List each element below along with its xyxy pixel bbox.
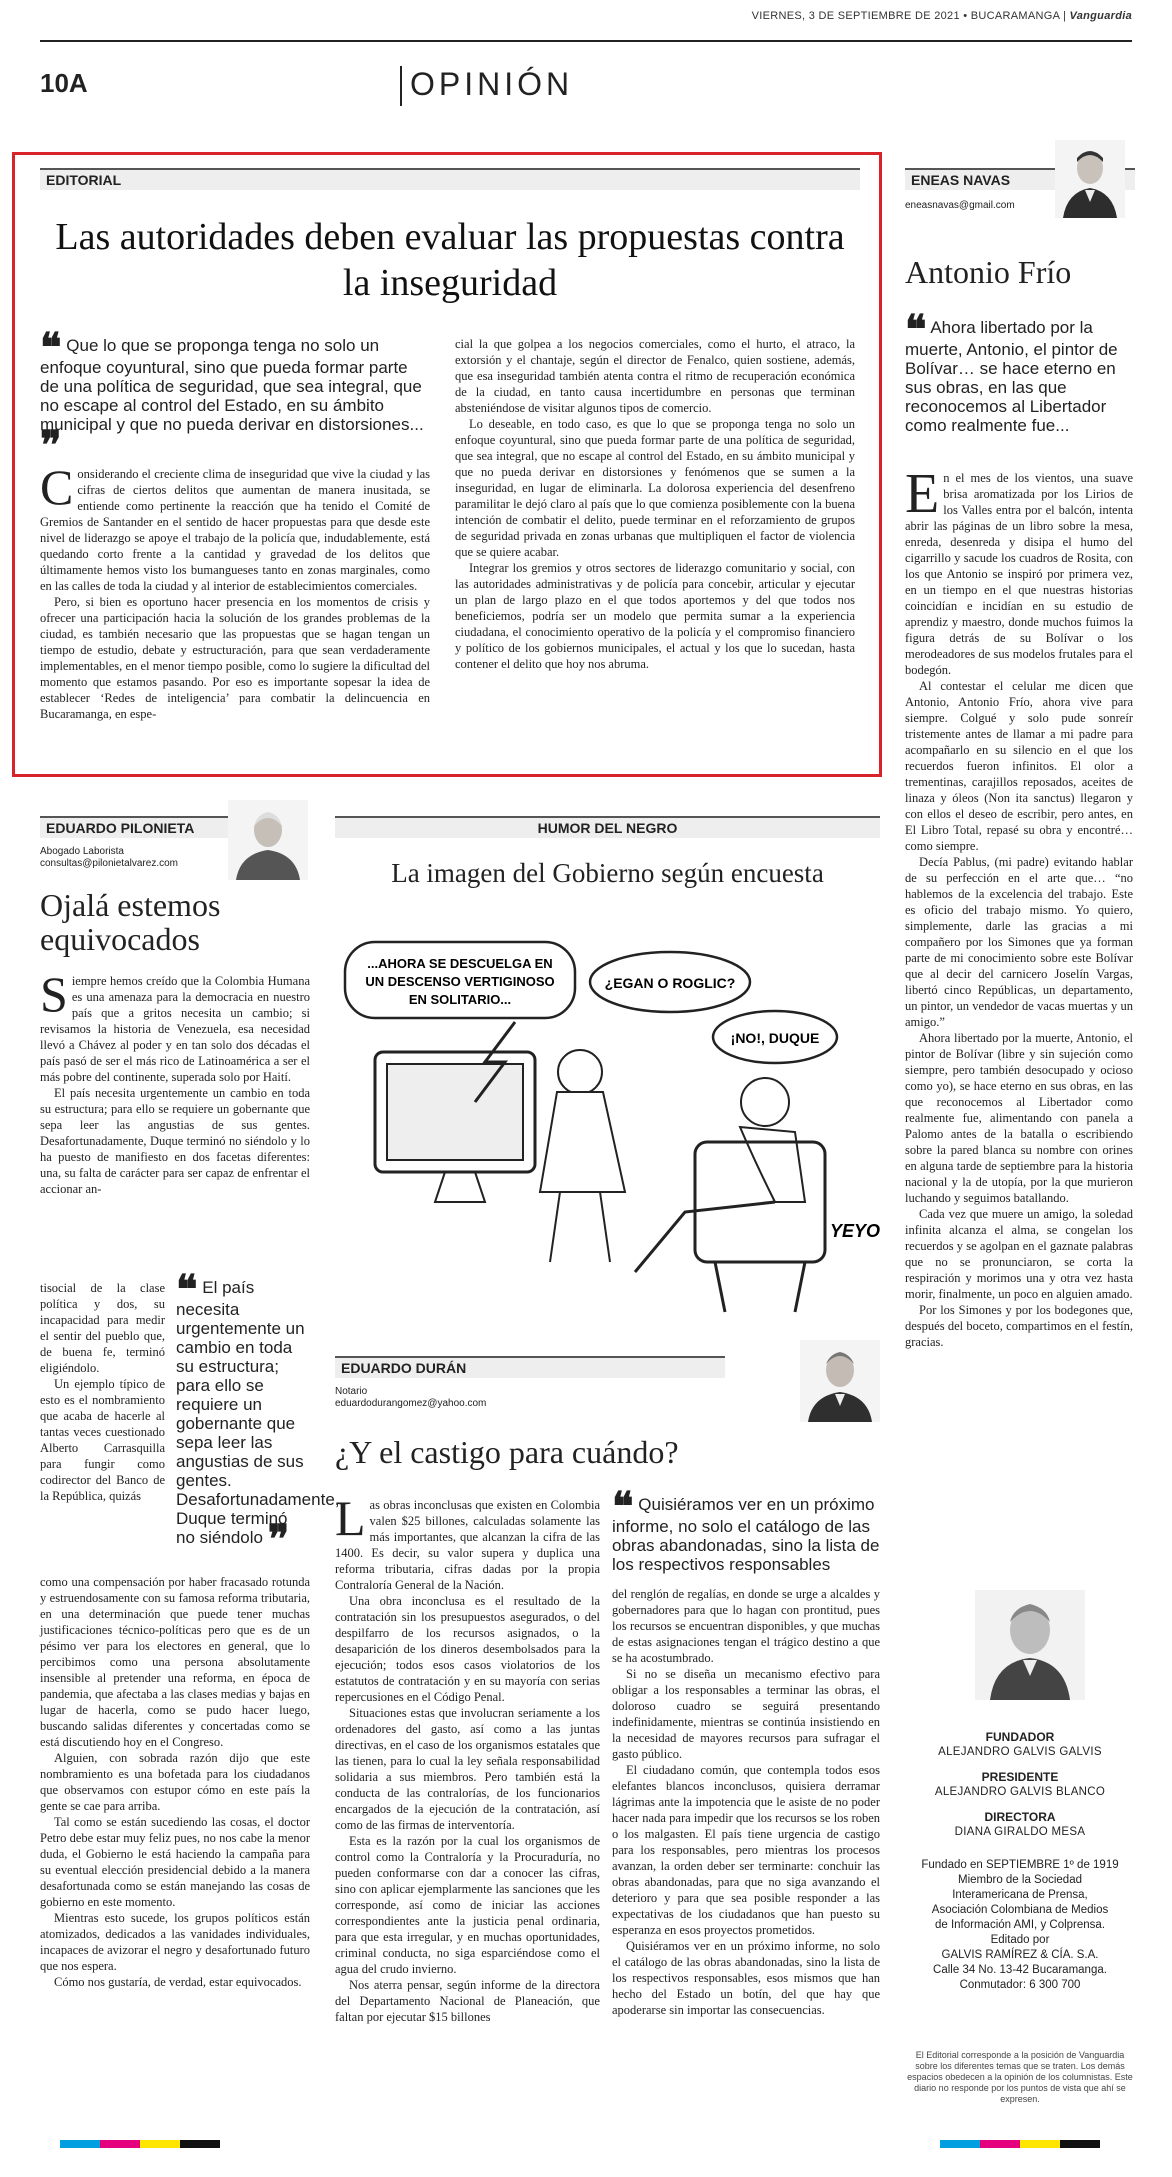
columnist-kicker-navas: ENEAS NAVAS bbox=[905, 168, 1135, 190]
editorial-body-col2: cial la que golpea a los negocios comerciales, como el hurto, el atraco, la extorsión y el chantaje, según el director de Fenalco, quien sostiene, además, que esa inseguridad también atenta contra el ritmo de recuperación económica de la ciudad, en tanto causa incertidumbre en personas que terminan absteniéndose de visitar algunos tipos de comercio. Lo deseable, en todo caso, es que lo que se proponga tenga no solo un enfoque coyuntural, sino que pueda formar parte de una política de seguridad, que sea integral, que no escape al control del Estado, en su ámbito municipal y que no pueda derivar en distorsiones y fenómenos que se sumen a la inseguridad, en lugar de eliminarla. La dolorosa experiencia del desenfreno paramilitar le dejó claro al país que lo que comienza posiblemente con la buena intención de combatir el delito, puede terminar en el reforzamiento de grupos de seguridad privada en zonas urbanas que multipliquen el factor de violencia que se quiere acabar. Integrar los gremios y otros sectores de liderazgo comunitario y social, con las autoridades administrativas y de policía para concebir, articular y ejecutar un plan de largo plazo en el que todos aportemos y del que todos nos beneficiemos, podría ser un modelo que permita sumar a la experiencia ciudadana, el conocimiento operativo de la policía y el compromiso financiero y político de los gobiernos municipales, el actual y los que lo sucedan, hasta contener el delito que hoy nos abruma. bbox=[455, 337, 855, 671]
author-photo-icon bbox=[228, 800, 308, 880]
print-color-bar bbox=[40, 2140, 1132, 2148]
column-title: Ojalá estemos equivocados bbox=[40, 887, 221, 957]
cartoon-bubble-1-l2: UN DESCENSO VERTIGINOSO bbox=[365, 974, 555, 989]
president-role: PRESIDENTE bbox=[981, 1770, 1059, 1784]
section-title: OPINIÓN bbox=[410, 66, 574, 102]
open-quote-icon: ❝ bbox=[40, 325, 62, 370]
columnist-kicker-pilonieta: EDUARDO PILONIETA bbox=[40, 816, 305, 838]
header-rule bbox=[40, 40, 1132, 42]
column-title: ¿Y el castigo para cuándo? bbox=[335, 1434, 679, 1470]
president-name: ALEJANDRO GALVIS BLANCO bbox=[934, 1786, 1106, 1798]
close-quote-icon: ❞ bbox=[267, 1517, 290, 1562]
column-body-top: Siempre hemos creído que la Colombia Humana es una amenaza para la democracia en nuestro país que a gritos necesita un cambio; si revisamos la historia de Venezuela, esa necesidad llevó a Chávez al poder y en tan solo dos décadas el país pasó de ser el más rico de Latinoamérica a ser el más pobre del continente, superada solo por Haití. El país necesita urgentemente un cambio en toda su estructura; para ello se requiere un gobernante que sepa leer las angustias de sus gentes. Desafortunadamente, Duque terminó no siéndolo y lo ha puesto de manifiesto en dos facetas diferentes: una, su falta de carácter para ser capaz de enfrentar el accionar an- bbox=[40, 966, 310, 1196]
open-quote-icon: ❝ bbox=[176, 1267, 198, 1312]
cartoonist-signature: YEYO bbox=[830, 1221, 880, 1241]
column-body-col1: Las obras inconclusas que existen en Colombia valen $25 billones, calculadas solamente las más importantes, que alcanzan la cifra de las 1400. Es decir, su valor supera y duplica una reforma tributaria, cifras dadas por la propia Contraloría General de la Nación. Una obra inconclusa es el resultado de la contratación sin los presupuestos asegurados, o del despilfarro de los recursos asignados, o la desaparición de los dineros desembolsados para la ejecución; todos esos casos violatorios de los estatutos de contratación y en su mayoría con serias repercusiones en el Código Penal. Situaciones estas que involucran seriamente a los ordenadores del gasto, así como a las juntas directivas, en el caso de los organismos estatales que las tienen, para lo cual la ley señala responsabilidad solidaria a sus miembros. Pero también está la conducta de las contralorías, de los funcionarios encargados de la ejecución de la contratación, así como de las firmas de interventoría. Esta es la razón por la cual los organismos de control como la Contraloría y la Procuraduría, no pueden conformarse con dar a conocer las cifras, sino con aplicar ejemplarmente las sanciones que les corresponde, así como de iniciar las acciones correspondientes ante la justicia penal ordinaria, para que esta irregular, y en muchas oportunidades, criminal conducta, no siga esparciéndose como el agua del crudo invierno. Nos aterra pensar, según informe de la directora del Departamento Nacional de Planeación, que faltan por ejecutar $15 billones bbox=[335, 1490, 600, 2024]
cartoon-bubble-2: ¿EGAN O ROGLIC? bbox=[604, 975, 736, 991]
brand-logo: Vanguardia bbox=[1069, 10, 1132, 22]
column-title: Antonio Frío bbox=[905, 254, 1072, 290]
page-number: 10A bbox=[40, 68, 88, 98]
column-pull-quote: ❝ Ahora libertado por la muerte, Antonio, el pintor de Bolívar… se hace eterno en sus obras, en las que reconocemos al Libertador como realmente fue... bbox=[905, 307, 1118, 435]
cartoon-bubble-1-l3: EN SOLITARIO... bbox=[408, 992, 512, 1007]
editorial-body-col1: Considerando el creciente clima de inseguridad que vive la ciudad y las cifras de ciertos delitos que aumentan de manera inusitada, se entiende como pertinente la reacción que ha tenido el Comité de Gremios de Santander en el sentido de hacer propuestas para que desde este nivel de liderazgo se apoye el trabajo de la policía que, indudablemente, está quedando corto frente a la cantidad y gravedad de los delitos que últimamente hemos visto los bumangueses tanto en zonas marginales, como en las calles de toda la ciudad y al interior de establecimientos comerciales. Pero, si bien es oportuno hacer presencia en los momentos de crisis y ofrecer una participación hacia la solución de los grandes problemas de la ciudad, es también necesario que las propuestas que se hagan tengan un tiempo de estudio, debate y estructuración, para que sean verdaderamente implementables, en el menor tiempo posible, como lo sugiere la dificultad del momento que estamos pasando. Por eso es importante sopesar la idea de establecer ‘Redes de inteligencia’ para combatir la delincuencia en Bucaramanga, en espe- bbox=[40, 459, 430, 721]
director-name: DIANA GIRALDO MESA bbox=[954, 1826, 1086, 1838]
editorial-pull-quote: ❝ Que lo que se proponga tenga no solo un enfoque coyuntural, sino que pueda formar parte de una política de seguridad, que sea integral, que no escape al control del Estado, en su ámbito municipal y que no pueda derivar en distorsiones... ❞ bbox=[40, 325, 424, 468]
open-quote-icon: ❝ bbox=[905, 307, 927, 352]
column-body-col2: del renglón de regalías, en donde se urge a alcaldes y gobernadores para que lo hagan con prontitud, pues los recursos se encuentran disponibles, y que muchas de estas asignaciones tengan el trágico destino a que se ha acostumbrado. Si no se diseña un mecanismo efectivo para obligar a los responsables a terminar las obras, el doloroso cuadro se seguirá presentando indefinidamente, mientras se continúa insistiendo en la necesidad de mayores recursos para sufragar el gasto público. El ciudadano común, que contempla todos esos elefantes blancos inconclusos, quisiera derramar lágrimas ante la impotencia que le asiste de no poder hacer nada para impedir que los recursos se los roben o los malgasten. El país tiene urgencia de castigo para los responsables, pero mientras los procesos avanzan, la orden deber ser terminarte: conchuir las obras abandonadas, para que no siga avanzando el deterioro y para que sea posible responder a las expectativas de los ciudadanos que han puesto su esperanza en esos proyectos prometidos. Quisiéramos ver en un próximo informe, no solo el catálogo de las obras abandonadas, sino la lista de los respectivos responsables, esos mismos que han hecho del Estado un botín, del que hay que apoderarse sin importar las consecuencias. bbox=[612, 1587, 880, 2017]
masthead-info: Fundado en SEPTIEMBRE 1º de 1919 Miembro de la Sociedad Interamericana de Prensa, Asociación Colombiana de Medios de Información AMI, y Colprensa. Editado por GALVIS RAMÍREZ & CÍA. S.A. Calle 34 No. 13-42 Bucaramanga. Conmutador: 6 300 700 bbox=[921, 1859, 1119, 1991]
dropcap: S bbox=[40, 966, 68, 1022]
founder-role: FUNDADOR bbox=[985, 1730, 1055, 1744]
cartoon-bubble-1-l1: ...AHORA SE DESCUELGA EN bbox=[367, 956, 553, 971]
column-body-narrow: tisocial de la clase política y dos, su incapacidad para medir el sentir del pueblo que, de buena fe, terminó eligiéndolo. Un ejemplo típico de esto es el nombramiento que acaba de hacerle al tantas veces cuestionado Alberto Carrasquilla para fungir como codirector del Banco de la República, quizás bbox=[40, 1281, 165, 1503]
founder-name: ALEJANDRO GALVIS GALVIS bbox=[938, 1746, 1102, 1758]
open-quote-icon: ❝ bbox=[612, 1484, 634, 1529]
author-photo-icon bbox=[1055, 140, 1125, 218]
director-role: DIRECTORA bbox=[984, 1810, 1056, 1824]
header-divider bbox=[400, 66, 402, 106]
columnist-role: Notario eduardodurangomez@yahoo.com bbox=[335, 1386, 487, 1409]
cartoon-bubble-3: ¡NO!, DUQUE bbox=[730, 1030, 820, 1046]
columnist-email: eneasnavas@gmail.com bbox=[905, 200, 1015, 211]
column-body-bottom: como una compensación por haber fracasado rotunda y estruendosamente con su famosa reforma tributaria, en una determinación que puede tener muchas justificaciones técnico-políticas pero que es de un pésimo ver para los electores en general, que lo percibimos como una persona absolutamente insensible al pretender una reforma, en época de pandemia, que afectaba a las clases medias y bajas en lugar de hacerla, como se pudo hacer luego, buscando salidas diferentes y concertadas como se está discutiendo hoy en el Congreso. Alguien, con sobrada razón dijo que este nombramiento es una bofetada para los ciudadanos que observamos con estupor cómo en este país la gente se cae para arriba. Tal como se están sucediendo las cosas, el doctor Petro debe estar muy feliz pues, no nos cabe la menor duda, el Gobierno le está haciendo la campaña para su eventual elección presidencial debido a la manera desafortunada como se están manejando las cosas de gobierno en este momento. Mientras esto sucede, los grupos políticos están atomizados, dedicados a las vanidades individuales, incapaces de avizorar el negro y desafortunado futuro que nos espera. Cómo nos gustaría, de verdad, estar equivocados. bbox=[40, 1575, 310, 1989]
column-pull-quote: ❝ Quisiéramos ver en un próximo informe, no solo el catálogo de las obras abandonadas, sino la lista de los respectivos responsables bbox=[612, 1484, 880, 1574]
cartoon-kicker: HUMOR DEL NEGRO bbox=[335, 816, 880, 838]
author-photo-icon bbox=[800, 1340, 880, 1422]
column-body: En el mes de los vientos, una suave brisa aromatizada por los Lirios de los Valles entra por el balcón, intenta abrir las páginas de un libro sobre la mesa, enreda, desenreda y disipa el humo del cigarrillo y sacude los cuadros de Rosita, con los que Antonio se inspiró por primera vez, en un tiempo en el que nuestras historias coincidían e incidían en su estudio de aprendiz y maestro, donde muchos fuimos la figura detrás de su Bolívar o los merodeadores de sus modelos frutales para el bodegón. Al contestar el celular me dicen que Antonio, Antonio Frío, ahora vive para siempre. Colgué y solo pude sonreír tristemente antes de llamar a mi padre para acompañarlo en su silencio en el que los recuerdos fueron infinitos. El olor a trementinas, carajillos reposados, aceites de linaza y óleos (Non ita sanctus) llegaron y con ellos el deseo de escribir, pero antes, en El Libro Total, repasé su obra y encontré… como siempre. Decía Pablus, (mi padre) evitando hablar de su perfección en el arte que… “no hablemos de la excelencia del trabajo. Este es oficio del trabajo mismo. Yo quiero, simplemente, darle las gracias a mi compañero por los Simones que ya forman parte de mi conocimiento sobre este Bolívar que al decir del carnicero Joselín Vargas, libertó cinco Repúblicas, un departamento, un pintor, un vendedor de vacas muertas y un amigo.” Ahora libertado por la muerte, Antonio, el pintor de Bolívar (libre y sin sujeción como siempre, pero también desocupado y ocioso como yo), se hace eterno en sus obras, en las que reconocemos al Libertador como realmente fue, alimentando con panela a Palomo antes de la batalla o escribiendo sobre la pared blanca su nombre con orines en alguna tarde de septiembre para la historia nacional y la de utopía, por la que murieron luchando y seguimos batallando. Cada vez que muere un amigo, la soledad infinita alcanza el alma, se congelan los recuerdos y se agolpan en el gaznate palabras que no se pronunciaron, se corta la respiración y morimos una y otra vez hasta morir, finalmente, un poco en alguien amado. Por los Simones y por los bodegones que, después del boceto, compartimos en el festín, gracias. bbox=[905, 463, 1133, 1349]
date-line: VIERNES, 3 DE SEPTIEMBRE DE 2021 • BUCARAMANGA | Vanguardia bbox=[751, 10, 1132, 22]
columnist-role: Abogado Laborista consultas@pilonietalvarez.com bbox=[40, 846, 178, 869]
dropcap: C bbox=[40, 459, 74, 515]
editorial-kicker: EDITORIAL bbox=[40, 168, 860, 190]
column-pull-quote: ❝ El país necesita urgentemente un cambio en toda su estructura; para ello se requiere un gobernante que sepa leer las angustias de sus gentes. Desafortunadamente, Duque terminó no siéndolo ❞ bbox=[176, 1267, 340, 1562]
founder-photo-icon bbox=[975, 1590, 1085, 1700]
columnist-kicker-duran: EDUARDO DURÁN bbox=[335, 1356, 725, 1378]
editorial-title: Las autoridades deben evaluar las propuestas contra la inseguridad bbox=[55, 216, 845, 304]
close-quote-icon: ❞ bbox=[40, 423, 62, 468]
dropcap: E bbox=[905, 463, 940, 525]
cartoon-illustration bbox=[335, 902, 880, 1334]
dropcap: L bbox=[335, 1490, 366, 1546]
cartoon-title: La imagen del Gobierno según encuesta bbox=[391, 858, 824, 888]
editorial-disclaimer: El Editorial corresponde a la posición de Vanguardia sobre los diferentes temas que se traten. Los demás espacios obedecen a la opinión de los columnistas. Este diario no responde por los puntos de vista que ahí se expresen. bbox=[907, 2050, 1133, 2104]
masthead bbox=[905, 1720, 1135, 1993]
